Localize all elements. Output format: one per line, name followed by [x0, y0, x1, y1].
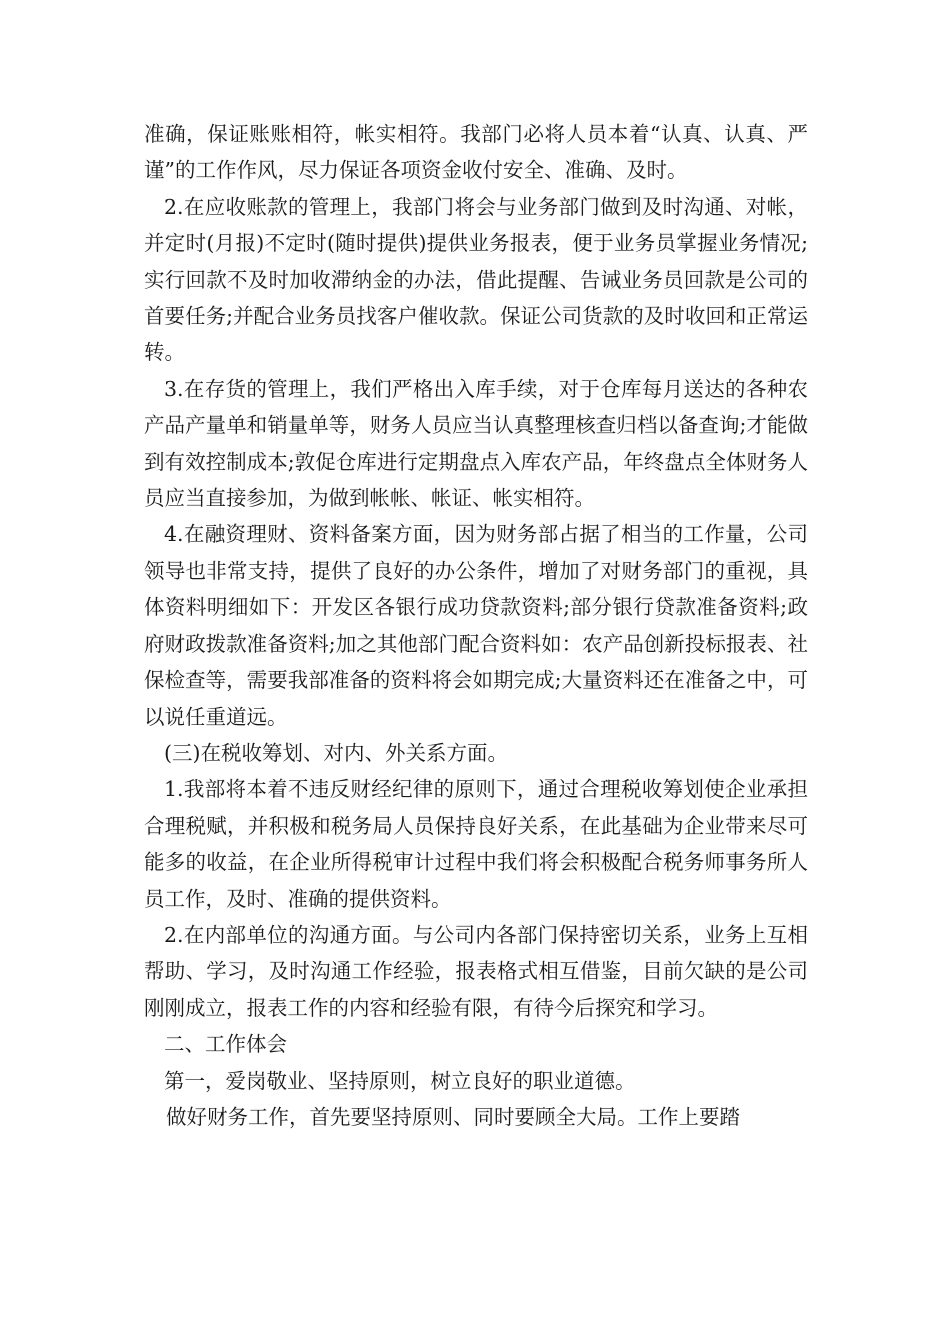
paragraph-inventory: 3.在存货的管理上，我们严格出入库手续，对于仓库每月送达的各种农产品产量单和销量单等，财务人员应当认真整理核查归档以备查询;才能做到有效控制成本;敦促仓库进行定期盘点入库农产品，年终盘点全体财务人员应当直接参加，为做到帐帐、帐证、帐实相符。: [144, 376, 808, 511]
paragraph-receivables: 2.在应收账款的管理上，我部门将会与业务部门做到及时沟通、对帐，并定时(月报)不定时(随时提供)提供业务报表，便于业务员掌握业务情况;实行回款不及时加收滞纳金的办法，借此提醒、告诫业务员回款是公司的首要任务;并配合业务员找客户催收款。保证公司货款的及时收回和正常运转。: [144, 194, 808, 365]
paragraph-financing: 4.在融资理财、资料备案方面，因为财务部占据了相当的工作量，公司领导也非常支持，提供了良好的办公条件，增加了对财务部门的重视，具体资料明细如下：开发区各银行成功贷款资料;部分银行贷款准备资料;政府财政拨款准备资料;加之其他部门配合资料如：农产品创新投标报表、社保检查等，需要我部准备的资料将会如期完成;大量资料还在准备之中，可以说任重道远。: [144, 522, 808, 729]
paragraph-tax-planning: 1.我部将本着不违反财经纪律的原则下，通过合理税收筹划使企业承担合理税赋，并积极和税务局人员保持良好关系，在此基础为企业带来尽可能多的收益，在企业所得税审计过程中我们将会积极配合税务师事务所人员工作，及时、准确的提供资料。: [144, 777, 808, 911]
paragraph-finance-work: 做好财务工作，首先要坚持原则、同时要顾全大局。工作上要踏: [166, 1104, 740, 1129]
document-page: [144, 116, 808, 1135]
section-heading-experience: 二、工作体会: [164, 1032, 287, 1057]
paragraph-internal-communication: 2.在内部单位的沟通方面。与公司内各部门保持密切关系，业务上互相帮助、学习，及时沟通工作经验，报表格式相互借鉴，目前欠缺的是公司刚刚成立，报表工作的内容和经验有限，有待今后探究和学习。: [144, 922, 808, 1020]
paragraph-first-point: 第一，爱岗敬业、坚持原则，树立良好的职业道德。: [164, 1068, 636, 1093]
section-heading-tax: (三)在税收筹划、对内、外关系方面。: [164, 740, 508, 765]
paragraph-continuation: 准确，保证账账相符，帐实相符。我部门必将人员本着“认真、认真、严谨”的工作作风，尽力保证各项资金收付安全、准确、及时。: [144, 122, 808, 183]
